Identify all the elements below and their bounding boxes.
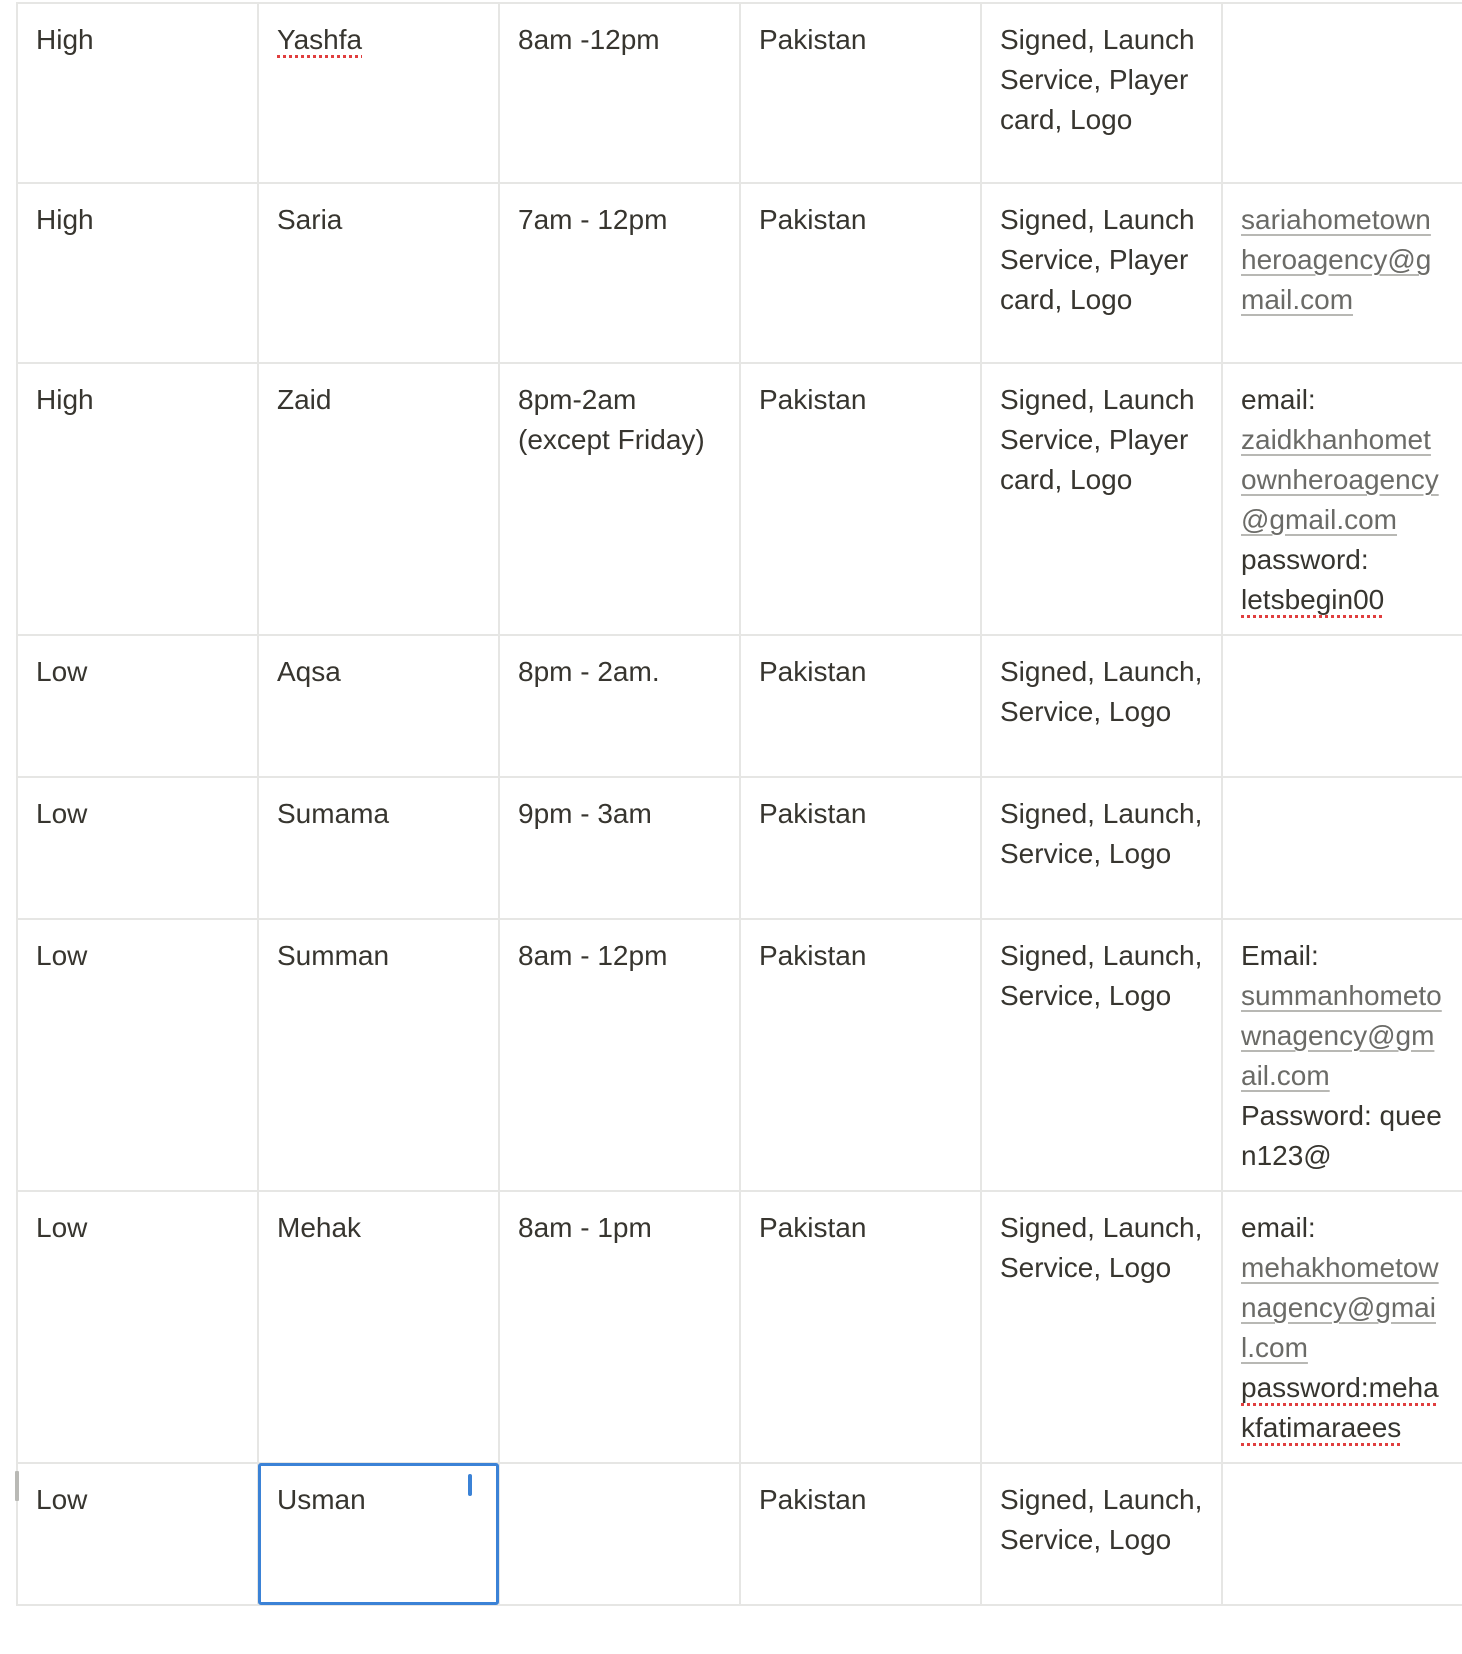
notes-cell[interactable] <box>1222 363 1462 635</box>
services-cell[interactable] <box>981 3 1222 183</box>
services-text: Signed, Launch, Service, Logo <box>1000 1212 1203 1283</box>
services-text: Signed, Launch Service, Player card, Logo <box>1000 384 1195 495</box>
table-row <box>17 1191 1462 1463</box>
country-text: Pakistan <box>759 798 867 829</box>
country-cell[interactable] <box>740 777 981 919</box>
table-row <box>17 3 1462 183</box>
priority-cell[interactable] <box>17 635 258 777</box>
hours-cell[interactable] <box>499 1191 740 1463</box>
table-row <box>17 635 1462 777</box>
hours-text: 8am - 1pm <box>518 1212 652 1243</box>
hours-cell[interactable] <box>499 919 740 1191</box>
hours-text: 8pm - 2am. <box>518 656 660 687</box>
services-cell[interactable] <box>981 1191 1222 1463</box>
name-cell[interactable] <box>258 3 499 183</box>
name-cell[interactable] <box>258 777 499 919</box>
hours-cell[interactable] <box>499 777 740 919</box>
priority-text: Low <box>36 940 88 971</box>
hours-text: 8am - 12pm <box>518 940 668 971</box>
name-text: Sumama <box>277 798 390 829</box>
country-text: Pakistan <box>759 1212 867 1243</box>
name-text: Mehak <box>277 1212 362 1243</box>
table-row <box>17 363 1462 635</box>
services-cell[interactable] <box>981 777 1222 919</box>
priority-cell[interactable] <box>17 363 258 635</box>
hours-cell[interactable] <box>499 363 740 635</box>
table-row <box>17 183 1462 363</box>
email-link[interactable]: summanhometownagency@gmail.com <box>1241 980 1442 1091</box>
table-row <box>17 1463 1462 1605</box>
country-text: Pakistan <box>759 24 867 55</box>
country-cell[interactable] <box>740 183 981 363</box>
hours-text: 9pm - 3am <box>518 798 652 829</box>
password-text: password:mehakfatimaraees <box>1241 1372 1439 1443</box>
name-cell[interactable] <box>258 183 499 363</box>
country-cell[interactable] <box>740 1463 981 1605</box>
name-cell-selected[interactable] <box>258 1463 499 1605</box>
priority-text: Low <box>36 798 88 829</box>
name-cell[interactable] <box>258 363 499 635</box>
country-cell[interactable] <box>740 919 981 1191</box>
password-text: letsbegin00 <box>1241 584 1385 615</box>
hours-cell[interactable] <box>499 183 740 363</box>
name-cell[interactable] <box>258 635 499 777</box>
services-text: Signed, Launch, Service, Logo <box>1000 656 1203 727</box>
services-text: Signed, Launch Service, Player card, Logo <box>1000 24 1195 135</box>
name-cell[interactable] <box>258 1191 499 1463</box>
name-text: Zaid <box>277 384 332 415</box>
name-text: Saria <box>277 204 343 235</box>
country-text: Pakistan <box>759 204 867 235</box>
priority-cell[interactable] <box>17 1463 258 1605</box>
hours-cell[interactable] <box>499 1463 740 1605</box>
table-row <box>17 777 1462 919</box>
hours-cell[interactable] <box>499 635 740 777</box>
country-cell[interactable] <box>740 1191 981 1463</box>
priority-cell[interactable] <box>17 183 258 363</box>
name-text: Yashfa <box>277 24 363 55</box>
priority-text: Low <box>36 1212 88 1243</box>
password-label: password: <box>1241 544 1369 575</box>
name-cell[interactable] <box>258 919 499 1191</box>
priority-text: Low <box>36 1484 88 1515</box>
services-cell[interactable] <box>981 919 1222 1191</box>
notes-cell[interactable] <box>1222 3 1462 183</box>
services-cell[interactable] <box>981 363 1222 635</box>
country-cell[interactable] <box>740 3 981 183</box>
notes-cell[interactable] <box>1222 919 1462 1191</box>
services-text: Signed, Launch, Service, Logo <box>1000 1484 1203 1555</box>
priority-cell[interactable] <box>17 1191 258 1463</box>
notes-cell[interactable] <box>1222 183 1462 363</box>
hours-text: 8pm-2am (except Friday) <box>518 384 705 455</box>
notes-cell[interactable] <box>1222 1463 1462 1605</box>
country-cell[interactable] <box>740 635 981 777</box>
row-drag-handle[interactable] <box>15 1471 19 1501</box>
country-text: Pakistan <box>759 1484 867 1515</box>
services-text: Signed, Launch, Service, Logo <box>1000 798 1203 869</box>
hours-cell[interactable] <box>499 3 740 183</box>
services-cell[interactable] <box>981 183 1222 363</box>
hours-text: 7am - 12pm <box>518 204 668 235</box>
email-link[interactable]: sariahometownheroagency@gmail.com <box>1241 204 1432 315</box>
table-row <box>17 919 1462 1191</box>
country-text: Pakistan <box>759 940 867 971</box>
notes-cell[interactable] <box>1222 635 1462 777</box>
services-text: Signed, Launch, Service, Logo <box>1000 940 1203 1011</box>
country-text: Pakistan <box>759 384 867 415</box>
priority-cell[interactable] <box>17 919 258 1191</box>
notes-cell[interactable] <box>1222 1191 1462 1463</box>
name-text: Summan <box>277 940 390 971</box>
password-text: Password: queen123@ <box>1241 1100 1442 1171</box>
email-link[interactable]: mehakhometownagency@gmail.com <box>1241 1252 1439 1363</box>
services-text: Signed, Launch Service, Player card, Logo <box>1000 204 1195 315</box>
services-cell[interactable] <box>981 635 1222 777</box>
priority-text: High <box>36 204 94 235</box>
name-text: Usman <box>277 1484 366 1515</box>
priority-text: High <box>36 384 94 415</box>
hours-text: 8am -12pm <box>518 24 660 55</box>
email-label: Email: <box>1241 940 1319 971</box>
country-cell[interactable] <box>740 363 981 635</box>
email-label: email: <box>1241 1212 1316 1243</box>
priority-text: Low <box>36 656 88 687</box>
column-resize-handle[interactable] <box>468 1474 472 1496</box>
priority-cell[interactable] <box>17 3 258 183</box>
table-body <box>17 3 1462 1605</box>
notes-cell[interactable] <box>1222 777 1462 919</box>
name-text: Aqsa <box>277 656 341 687</box>
data-table <box>16 2 1462 1606</box>
priority-text: High <box>36 24 94 55</box>
country-text: Pakistan <box>759 656 867 687</box>
priority-cell[interactable] <box>17 777 258 919</box>
email-label: email: <box>1241 384 1316 415</box>
email-link[interactable]: zaidkhanhometownheroagency@gmail.com <box>1241 424 1439 535</box>
services-cell[interactable] <box>981 1463 1222 1605</box>
